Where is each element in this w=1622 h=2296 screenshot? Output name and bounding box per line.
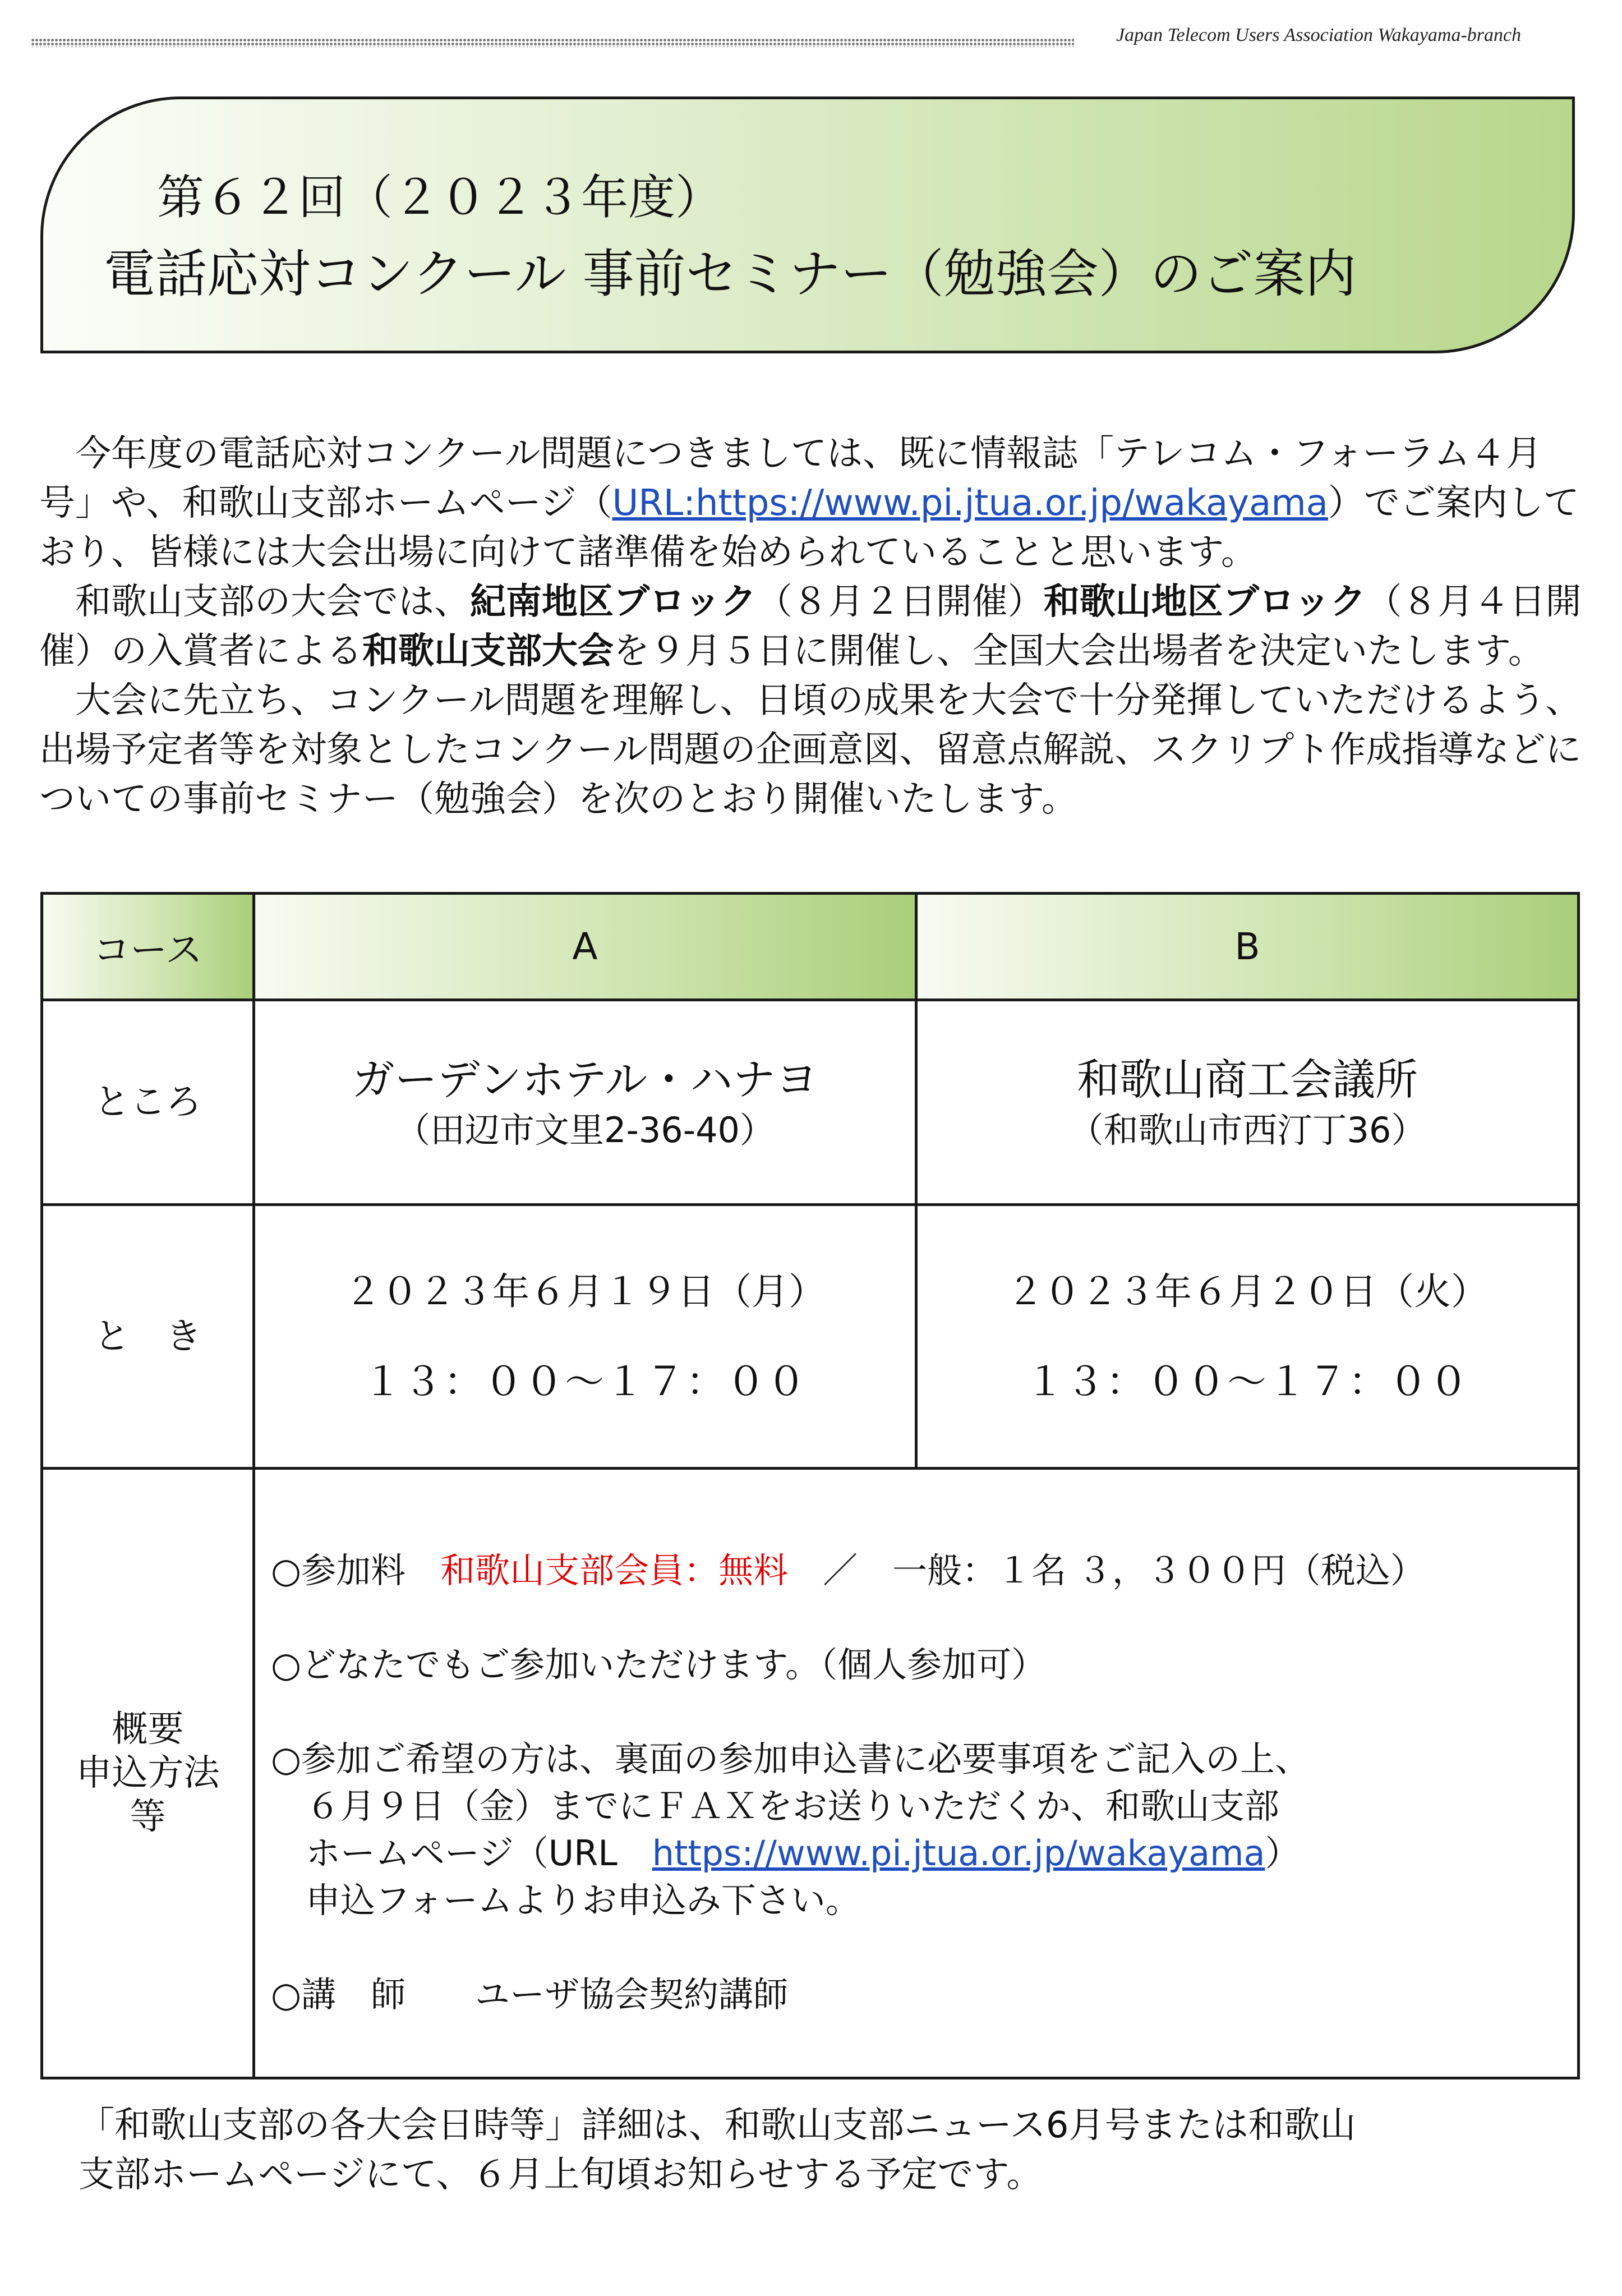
apply-line-4: 申込フォームよりお申込み下さい。: [306, 1880, 860, 1921]
lecturer-line: ○講 師 ユーザ協会契約講師: [271, 1974, 789, 2015]
date-a-cell: [254, 1205, 916, 1469]
summary-label-line-3: 等: [130, 1796, 166, 1838]
footer-line-2: 支部ホームページにて、６月上旬頃お知らせする予定です。: [79, 2154, 1043, 2196]
apply-line-3-post: ）: [1265, 1833, 1300, 1874]
anyone-line: ○どなたでもご参加いただけます。（個人参加可）: [271, 1644, 1047, 1685]
intro-p1-text-b: ）でご案内しており、皆様には大会出場に向けて諸準備を始められていることと思います。: [39, 482, 1579, 573]
apply-line-3-pre: ホームページ（URL: [306, 1833, 652, 1874]
summary-label-line-1: 概要: [112, 1709, 184, 1750]
date-label: と き: [42, 1205, 254, 1469]
intro-p2-text-e: を９月５日に開催し、全国大会出場者を決定いたします。: [614, 631, 1544, 672]
homepage-url-link[interactable]: URL:https://www.pi.jtua.or.jp/wakayama: [612, 482, 1328, 524]
organization-name: Japan Telecom Users Association Wakayama-branch: [1116, 25, 1522, 45]
venue-label: ところ: [42, 1000, 254, 1205]
title-line-1: 第６２回（２０２３年度）: [157, 170, 723, 225]
apply-line-3: [271, 1833, 1300, 1874]
course-a-header: A: [254, 894, 916, 1000]
venue-a-cell: [254, 1000, 916, 1205]
venue-b-cell: [916, 1000, 1579, 1205]
intro-paragraph-2: [39, 577, 1593, 676]
header-dotted-rule: [31, 38, 1074, 47]
apply-block: [271, 1736, 1577, 1924]
fee-general: ／ 一般：１名 ３，３００円（税込）: [788, 1550, 1425, 1591]
intro-p2-text-a: 和歌山支部の大会では、: [75, 581, 470, 623]
date-b: ２０２３年６月２０日（火）: [1007, 1269, 1488, 1313]
title-line-2: 電話応対コンクール 事前セミナー（勉強会）のご案内: [104, 244, 1357, 304]
venue-a-name: ガーデンホテル・ハナヨ: [352, 1055, 818, 1105]
wakayama-block-label: 和歌山地区ブロック: [1043, 581, 1366, 623]
venue-b-name: 和歌山商工会議所: [1077, 1055, 1418, 1105]
venue-a-address: （田辺市文里2-36-40）: [395, 1110, 775, 1151]
time-b: １３：００～１７：００: [1025, 1358, 1469, 1405]
date-b-cell: [916, 1205, 1579, 1469]
intro-p2-text-c: （８月２日開催）: [756, 581, 1044, 623]
fee-prefix: ○参加料: [271, 1550, 441, 1591]
table-row: [42, 1469, 1579, 2078]
time-a: １３：００～１７：００: [363, 1358, 807, 1405]
footer-note: [79, 2101, 1565, 2200]
table-row: [42, 1205, 1579, 1469]
branch-contest-label: 和歌山支部大会: [362, 631, 614, 672]
fee-member-free: 和歌山支部会員：無料: [440, 1550, 789, 1591]
apply-url-link[interactable]: https://www.pi.jtua.or.jp/wakayama: [652, 1833, 1265, 1874]
course-b-header: B: [916, 894, 1579, 1000]
date-a: ２０２３年６月１９日（月）: [344, 1269, 826, 1313]
course-header-label: コース: [42, 894, 254, 1000]
table-row: [42, 1000, 1579, 1205]
kinan-block-label: 紀南地区ブロック: [470, 581, 757, 623]
intro-paragraph-1: [39, 429, 1593, 577]
intro-p2-text-d: （８月４日開催）の入賞者による: [39, 581, 1582, 672]
intro-p1-text-a: 今年度の電話応対コンクール問題につきましては、既に情報誌「テレコム・フォーラム４月号」や、和歌山支部ホームページ（: [39, 433, 1542, 524]
summary-label: [42, 1469, 254, 2078]
course-table: [40, 892, 1580, 2079]
apply-line-2: ６月９日（金）までにＦＡＸをお送りいただくか、和歌山支部: [306, 1786, 1280, 1826]
summary-label-line-2: 申込方法: [76, 1752, 220, 1794]
apply-line-1: ○参加ご希望の方は、裏面の参加申込書に必要事項をご記入の上、: [271, 1738, 1310, 1779]
fee-line: [271, 1547, 1577, 1594]
intro-paragraph-3: 大会に先立ち、コンクール問題を理解し、日頃の成果を大会で十分発揮していただけるよう、出場予定者等を対象としたコンクール問題の企画意図、留意点解説、スクリプト作成指導などについての事前セミナー（勉強会）を次のとおり開催いたします。: [39, 680, 1582, 820]
footer-line-1: 「和歌山支部の各大会日時等」詳細は、和歌山支部ニュース6月号または和歌山: [79, 2105, 1356, 2146]
table-row: [42, 894, 1579, 1000]
venue-b-address: （和歌山市西汀丁36）: [1068, 1110, 1426, 1151]
summary-cell: [254, 1469, 1579, 2078]
intro-text: [39, 429, 1593, 824]
